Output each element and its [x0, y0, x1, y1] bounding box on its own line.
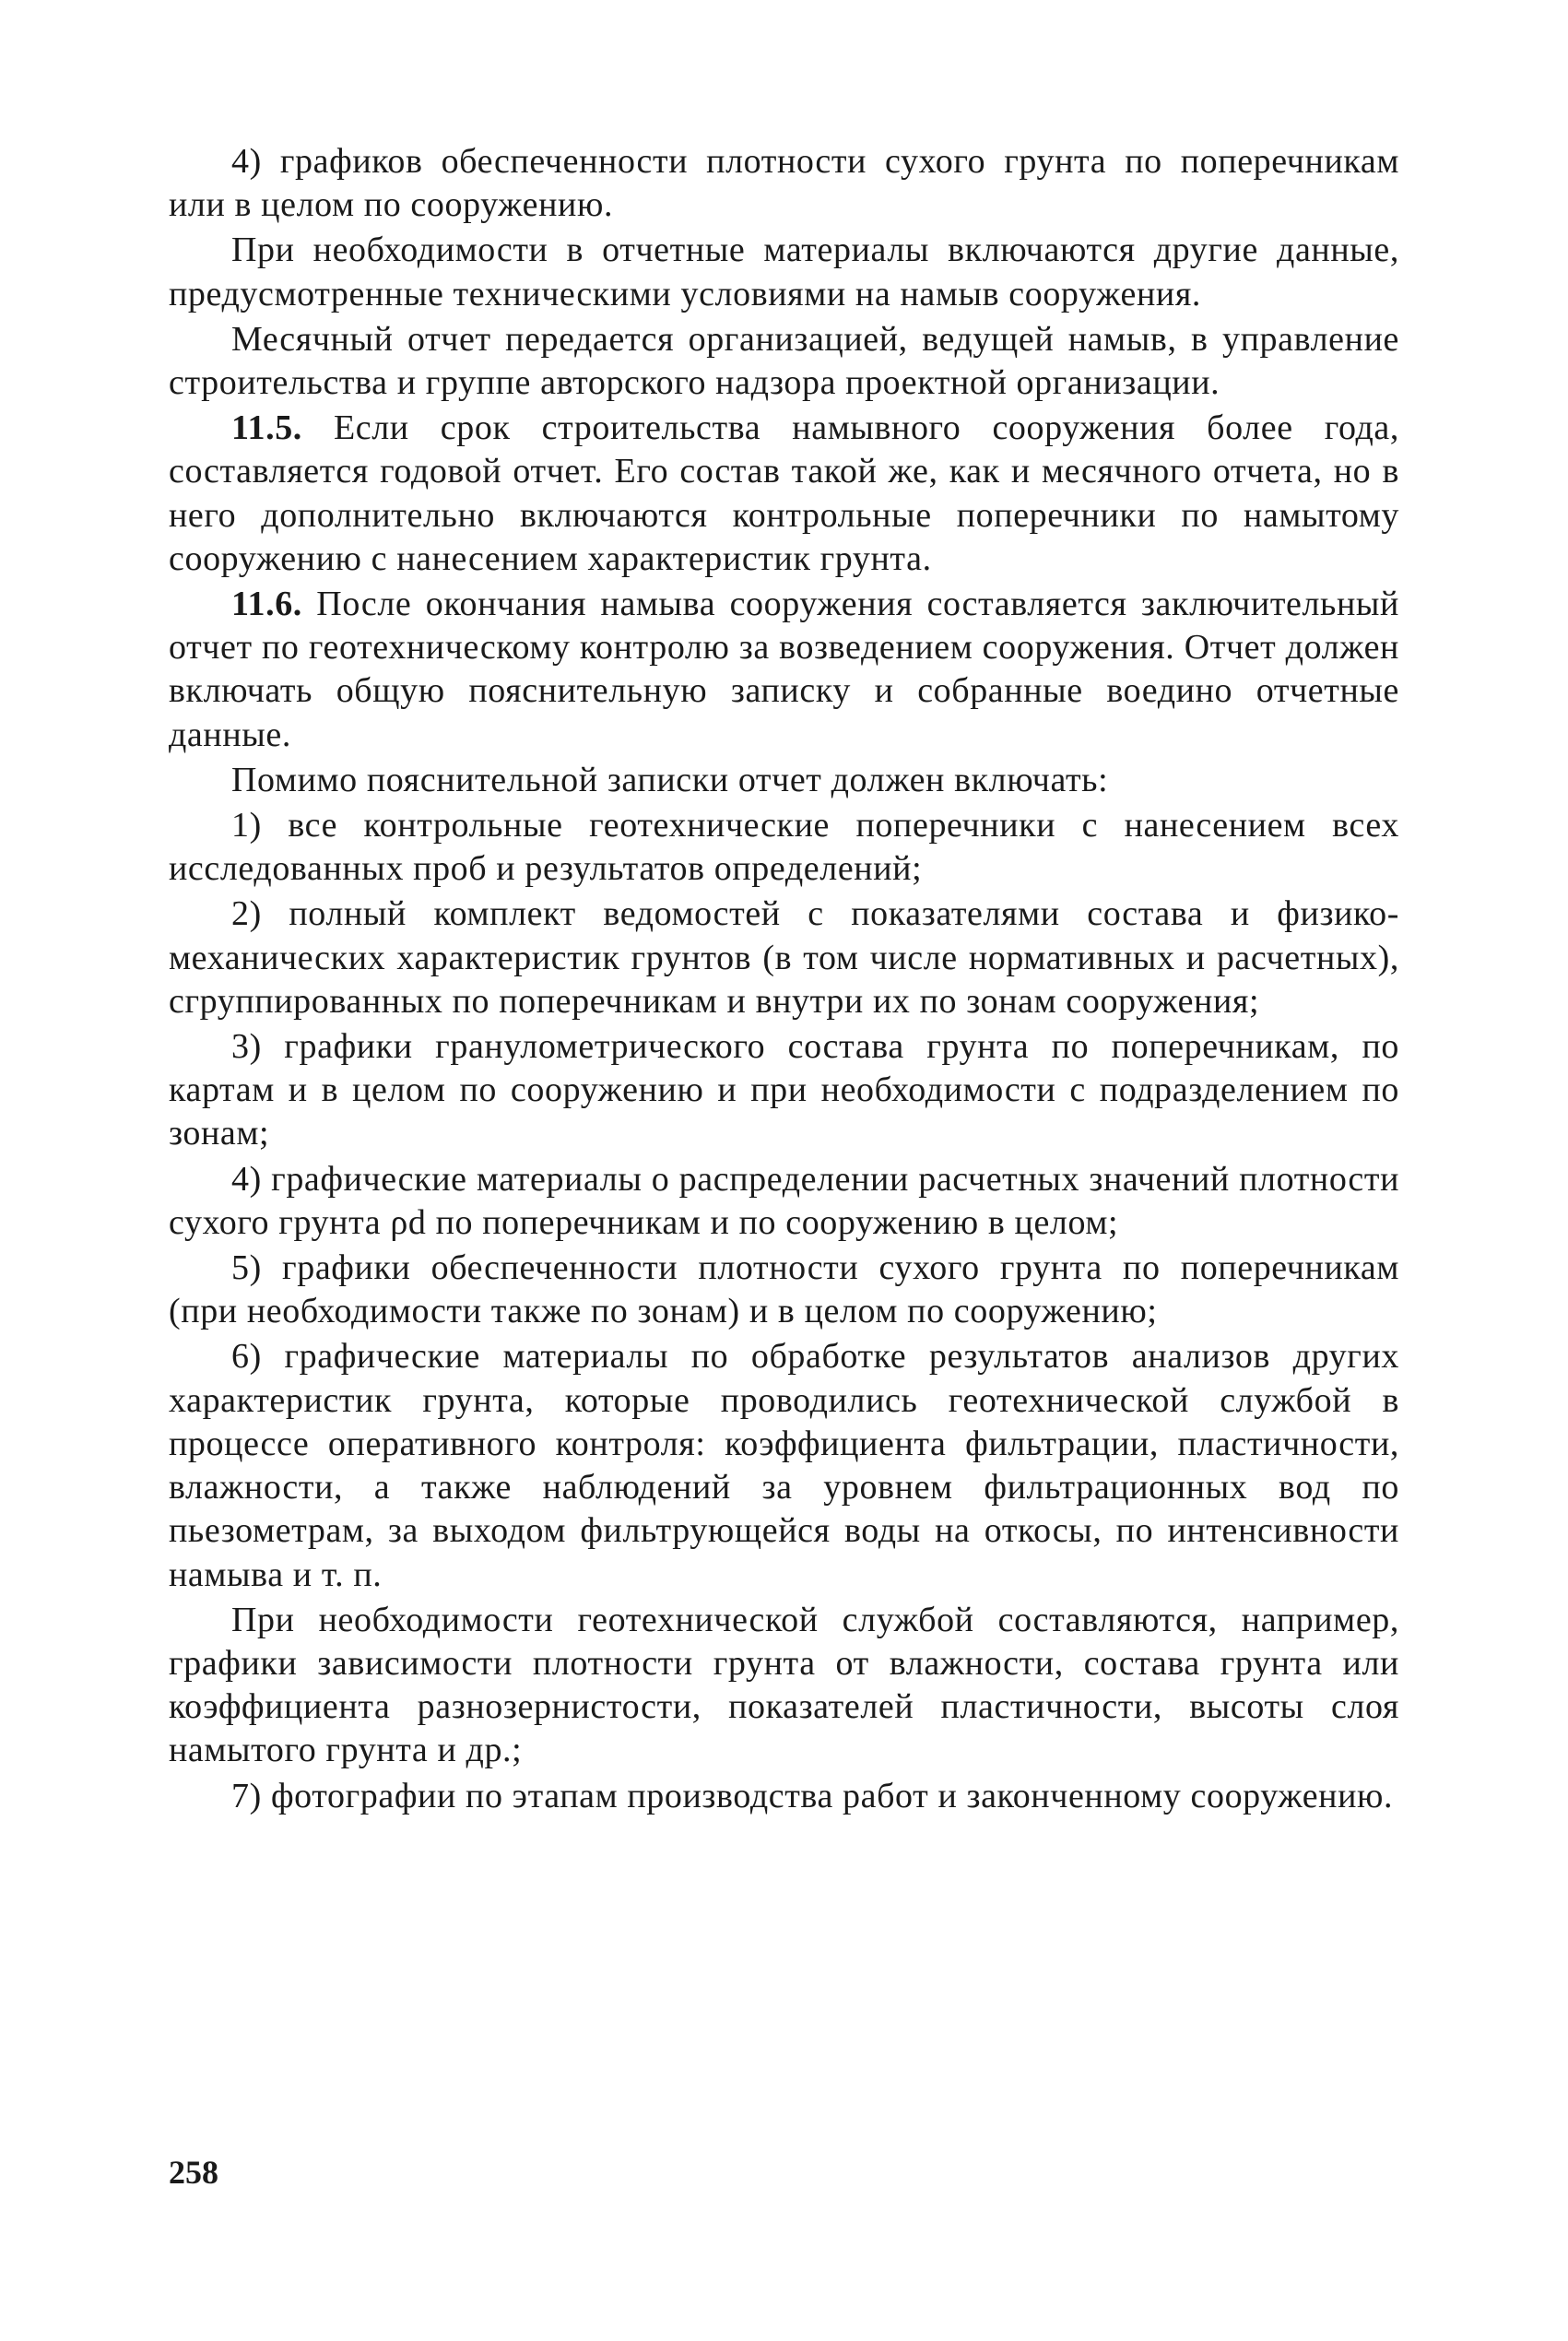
list-item-2: 2) полный комплект ведомостей с показателями состава и физико-механических характеристик грунтов (в том числе нормативных и расчетных), сгруппированных по поперечникам и внутри их по зонам сооружения; — [169, 894, 1399, 1021]
page-body — [169, 140, 1399, 1820]
list-item-3: 3) графики гранулометрического состава грунта по поперечникам, по картам и в целом по сооружению и при необходимости с подразделением по зонам; — [169, 1027, 1399, 1153]
list-item-5: 5) графики обеспеченности плотности сухого грунта по поперечникам (при необходимости также по зонам) и в целом по сооружению; — [169, 1248, 1399, 1331]
paragraph-11-5: 11.5. Если срок строительства намывного сооружения более года, составляется годовой отчет. Его состав такой же, как и месячного отчета, но в него дополнительно включаются контрольные поперечники по намытому сооружению с нанесением характеристик грунта. — [169, 408, 1399, 578]
paragraph-0: 4) графиков обеспеченности плотности сухого грунта по поперечникам или в целом по сооружению. — [169, 142, 1399, 225]
paragraph-5: Помимо пояснительной записки отчет должен включать: — [231, 760, 1109, 799]
page-number: 258 — [169, 2154, 218, 2191]
paragraph-2: Месячный отчет передается организацией, ведущей намыв, в управление строительства и группе авторского надзора проектной организации. — [169, 319, 1399, 403]
paragraph-11-6: 11.6. После окончания намыва сооружения составляется заключительный отчет по геотехническому контролю за возведением сооружения. Отчет должен включать общую пояснительную записку и собранные воедино отчетные данные. — [169, 585, 1399, 754]
paragraph-1: При необходимости в отчетные материалы включаются другие данные, предусмотренные техническими условиями на намыв сооружения. — [169, 231, 1399, 313]
clause-number: 11.6. — [231, 585, 302, 624]
list-item-1: 1) все контрольные геотехнические поперечники с нанесением всех исследованных проб и результатов определений; — [169, 806, 1399, 889]
list-item-6: 6) графические материалы по обработке результатов анализов других характеристик грунта, которые проводились геотехнической службой в процессе оперативного контроля: коэффициента фильтрации, пластичности, влажности, а также наблюдений за уровнем фильтрационных вод по пьезометрам, за выходом фильтрующейся воды на откосы, по интенсивности намыва и т. п. — [169, 1337, 1399, 1594]
paragraph-12: При необходимости геотехнической службой составляются, например, графики зависимости плотности грунта от влажности, состава грунта или коэффициента разнозернистости, показателей пластичности, высоты слоя намытого грунта и др.; — [169, 1600, 1399, 1770]
list-item-7: 7) фотографии по этапам производства работ и законченному сооружению. — [231, 1776, 1394, 1815]
list-item-4: 4) графические материалы о распределении расчетных значений плотности сухого грунта ρd по поперечникам и по сооружению в целом; — [169, 1159, 1399, 1242]
clause-number: 11.5. — [231, 408, 302, 448]
